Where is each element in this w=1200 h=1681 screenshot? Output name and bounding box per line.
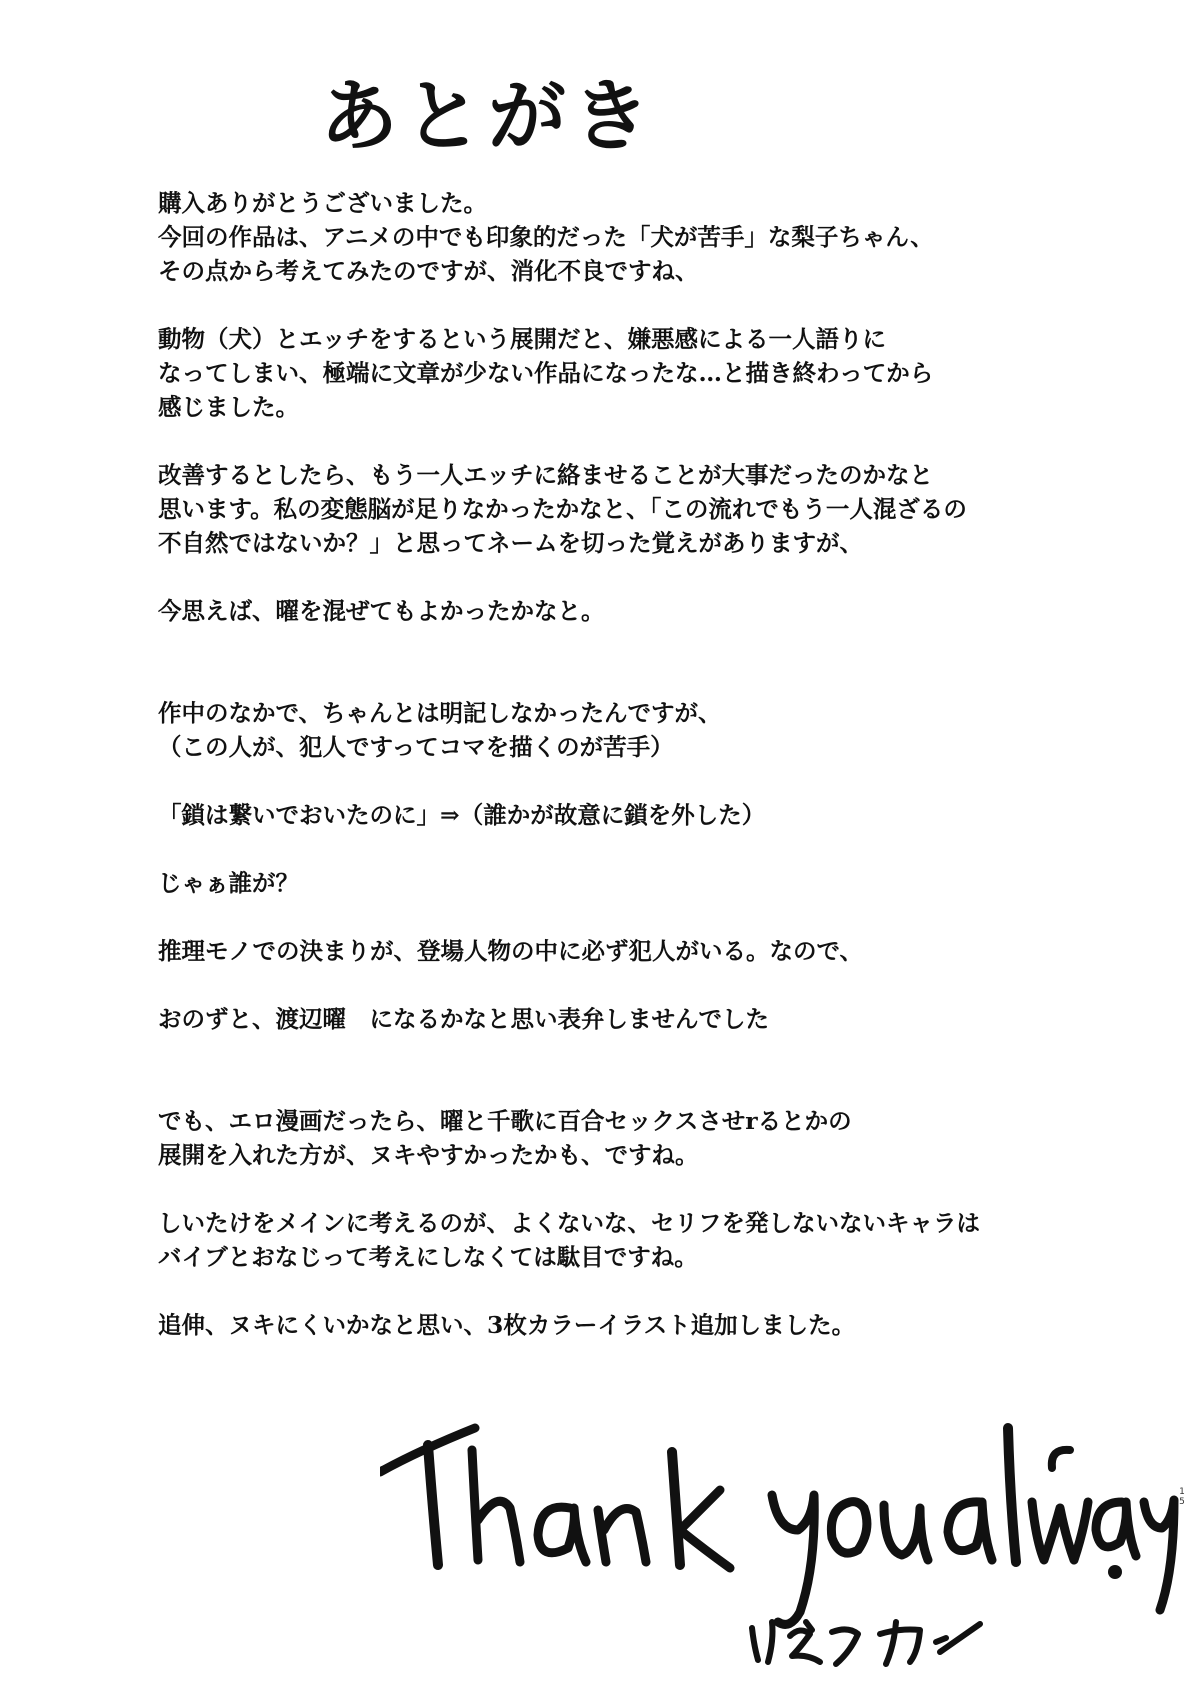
page-title: あとがき (320, 72, 657, 162)
text-line: なってしまい、極端に文章が少ない作品になったな…と描き終わってから (158, 359, 934, 387)
text-line: （この人が、犯人ですってコマを描くのが苦手） (158, 733, 674, 761)
page-number: 1 5 (1179, 1487, 1185, 1507)
text-line: 展開を入れた方が、ヌキやすかったかも、ですね。 (158, 1141, 699, 1169)
text-line: しいたけをメインに考えるのが、よくないな、セリフを発しないないキャラは (158, 1209, 981, 1237)
text-line: 思います。私の変態脳が足りなかったかなと、「この流れでもう一人混ざるの (158, 495, 967, 523)
text-line: 追伸、ヌキにくいかなと思い、3枚カラーイラスト追加しました。 (158, 1311, 856, 1339)
text-line: 改善するとしたら、もう一人エッチに絡ませることが大事だったのかなと (158, 461, 934, 489)
afterword-body (158, 186, 1098, 1342)
text-line: 購入ありがとうございました。 (158, 189, 487, 217)
text-line: その点から考えてみたのですが、消化不良ですね、 (158, 257, 699, 285)
text-line: 推理モノでの決まりが、登場人物の中に必ず犯人がいる。なので、 (158, 937, 863, 965)
text-line: 今思えば、曜を混ぜてもよかったかなと。 (158, 597, 605, 625)
text-line: 不自然ではないか？」と思ってネームを切った覚えがありますが、 (158, 529, 863, 557)
text-line: 作中のなかで、ちゃんとは明記しなかったんですが、 (158, 699, 722, 727)
text-line: でも、エロ漫画だったら、曜と千歌に百合セックスさせrるとかの (158, 1107, 852, 1135)
text-line: おのずと、渡辺曜 になるかなと思い表弁しませんでした (158, 1005, 769, 1033)
text-line: バイブとおなじって考えにしなくては駄目ですね。 (158, 1243, 698, 1271)
text-line: 「鎖は繋いでおいたのに」⇒（誰かが故意に鎖を外した） (158, 801, 766, 829)
text-line: 動物（犬）とエッチをするという展開だと、嫌悪感による一人語りに (158, 325, 887, 353)
text-line: 今回の作品は、アニメの中でも印象的だった「犬が苦手」な梨子ちゃん、 (158, 223, 934, 251)
text-line: 感じました。 (158, 393, 299, 421)
handwritten-signature (380, 1390, 1180, 1670)
text-line: じゃぁ誰が？ (158, 869, 299, 897)
